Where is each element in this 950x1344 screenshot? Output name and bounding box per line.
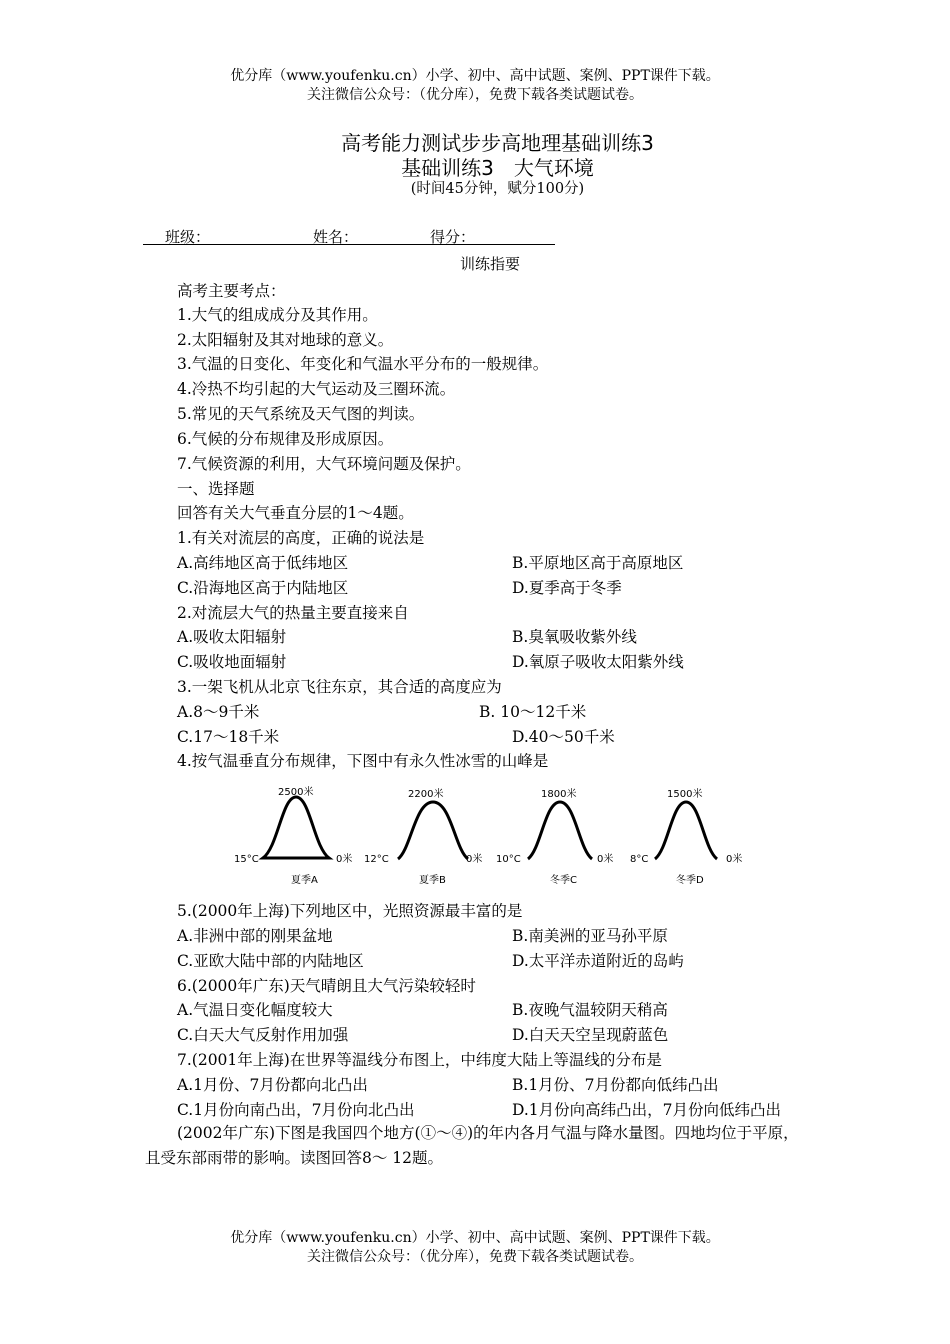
score-label: 得分： — [430, 228, 476, 246]
option-b: B.夜晚气温较阴天稍高 — [512, 1001, 668, 1019]
point-item: 7.气候资源的利用，大气环境问题及保护。 — [177, 455, 471, 473]
option-c: C.吸收地面辐射 — [177, 653, 287, 671]
option-d: D.1月份向高纬凸出，7月份向低纬凸出 — [512, 1101, 782, 1119]
temp-label: 8°C — [630, 854, 649, 865]
option-b: B. 10～12千米 — [479, 703, 587, 721]
season-label: 冬季C — [550, 875, 577, 885]
mountain-a — [234, 785, 352, 885]
mountain-figure — [230, 785, 750, 885]
option-a: A.气温日变化幅度较大 — [177, 1001, 333, 1019]
option-d: D.氧原子吸收太阳紫外线 — [512, 653, 684, 671]
option-d: D.夏季高于冬季 — [512, 579, 622, 597]
point-item: 2.太阳辐射及其对地球的意义。 — [177, 331, 394, 349]
option-a: A.吸收太阳辐射 — [177, 628, 287, 646]
mountain-b — [364, 787, 482, 885]
base-label: 0米 — [726, 854, 743, 865]
question-stem: 2.对流层大气的热量主要直接来自 — [177, 604, 409, 622]
student-info-line — [143, 226, 555, 245]
question-stem: 5.(2000年上海)下列地区中，光照资源最丰富的是 — [177, 902, 523, 920]
section-intro: 回答有关大气垂直分层的1～4题。 — [177, 504, 414, 522]
option-a: A.8～9千米 — [177, 703, 260, 721]
option-a: A.1月份、7月份都向北凸出 — [177, 1076, 368, 1094]
closing-paragraph: (2002年广东)下图是我国四个地方(①～④)的年内各月气温与降水量图。四地均位于平原，且受东部雨带的影响。读图回答8～ 12题。 — [145, 1124, 799, 1167]
point-item: 4.冷热不均引起的大气运动及三圈环流。 — [177, 380, 456, 398]
mountain-c — [496, 787, 613, 885]
time-note: (时间45分钟，赋分100分) — [410, 181, 585, 197]
peak-label: 2200米 — [408, 789, 444, 800]
option-a: A.非洲中部的刚果盆地 — [177, 927, 333, 945]
document-subtitle: 基础训练3 大气环境 — [401, 156, 594, 180]
temp-label: 10°C — [496, 854, 521, 865]
question-stem: 1.有关对流层的高度，正确的说法是 — [177, 529, 425, 547]
option-c: C.白天大气反射作用加强 — [177, 1026, 349, 1044]
option-c: C.亚欧大陆中部的内陆地区 — [177, 952, 364, 970]
option-b: B.1月份、7月份都向低纬凸出 — [512, 1076, 719, 1094]
point-item: 3.气温的日变化、年变化和气温水平分布的一般规律。 — [177, 355, 549, 373]
peak-label: 1500米 — [667, 789, 703, 800]
points-heading: 高考主要考点： — [177, 282, 286, 300]
mountain-shape — [263, 797, 329, 858]
temp-label: 12°C — [364, 854, 389, 865]
option-c: C.沿海地区高于内陆地区 — [177, 579, 349, 597]
option-d: D.太平洋赤道附近的岛屿 — [512, 952, 684, 970]
base-label: 0米 — [466, 854, 483, 865]
point-item: 6.气候的分布规律及形成原因。 — [177, 430, 394, 448]
peak-label: 1800米 — [541, 789, 577, 800]
header-line-2: 关注微信公众号：（优分库），免费下载各类试题试卷。 — [307, 87, 643, 103]
footer-line-1: 优分库（www.youfenku.cn）小学、初中、高中试题、案例、PPT课件下载。 — [230, 1230, 720, 1246]
question-stem: 3.一架飞机从北京飞往东京，其合适的高度应为 — [177, 678, 502, 696]
mountain-shape — [398, 802, 468, 859]
option-d: D.白天天空呈现蔚蓝色 — [512, 1026, 669, 1044]
document-title: 高考能力测试步步高地理基础训练3 — [341, 131, 654, 155]
question-stem: 7.(2001年上海)在世界等温线分布图上，中纬度大陆上等温线的分布是 — [177, 1051, 662, 1069]
peak-label: 2500米 — [278, 787, 314, 798]
point-item: 1.大气的组成成分及其作用。 — [177, 306, 378, 324]
guide-heading: 训练指要 — [460, 255, 521, 273]
class-label: 班级： — [165, 228, 211, 246]
option-c: C.17～18千米 — [177, 728, 280, 746]
season-label: 冬季D — [676, 875, 704, 885]
header-line-1: 优分库（www.youfenku.cn）小学、初中、高中试题、案例、PPT课件下载。 — [230, 68, 720, 84]
footer-line-2: 关注微信公众号：（优分库），免费下载各类试题试卷。 — [307, 1249, 643, 1265]
option-a: A.高纬地区高于低纬地区 — [177, 554, 349, 572]
option-d: D.40～50千米 — [512, 728, 615, 746]
mountain-d — [630, 787, 742, 885]
temp-label: 15°C — [234, 854, 259, 865]
question-stem: 6.(2000年广东)天气晴朗且大气污染较轻时 — [177, 977, 476, 995]
mountain-shape — [655, 802, 717, 859]
season-label: 夏季A — [291, 875, 318, 885]
section-heading: 一、选择题 — [177, 480, 255, 498]
option-b: B.平原地区高于高原地区 — [512, 554, 684, 572]
option-b: B.臭氧吸收紫外线 — [512, 628, 637, 646]
question-stem: 4.按气温垂直分布规律，下图中有永久性冰雪的山峰是 — [177, 752, 549, 770]
name-label: 姓名： — [313, 228, 359, 246]
base-label: 0米 — [597, 854, 614, 865]
mountain-shape — [528, 802, 592, 859]
season-label: 夏季B — [419, 875, 446, 885]
option-b: B.南美洲的亚马孙平原 — [512, 927, 668, 945]
point-item: 5.常见的天气系统及天气图的判读。 — [177, 405, 425, 423]
base-label: 0米 — [336, 854, 353, 865]
option-c: C.1月份向南凸出，7月份向北凸出 — [177, 1101, 415, 1119]
